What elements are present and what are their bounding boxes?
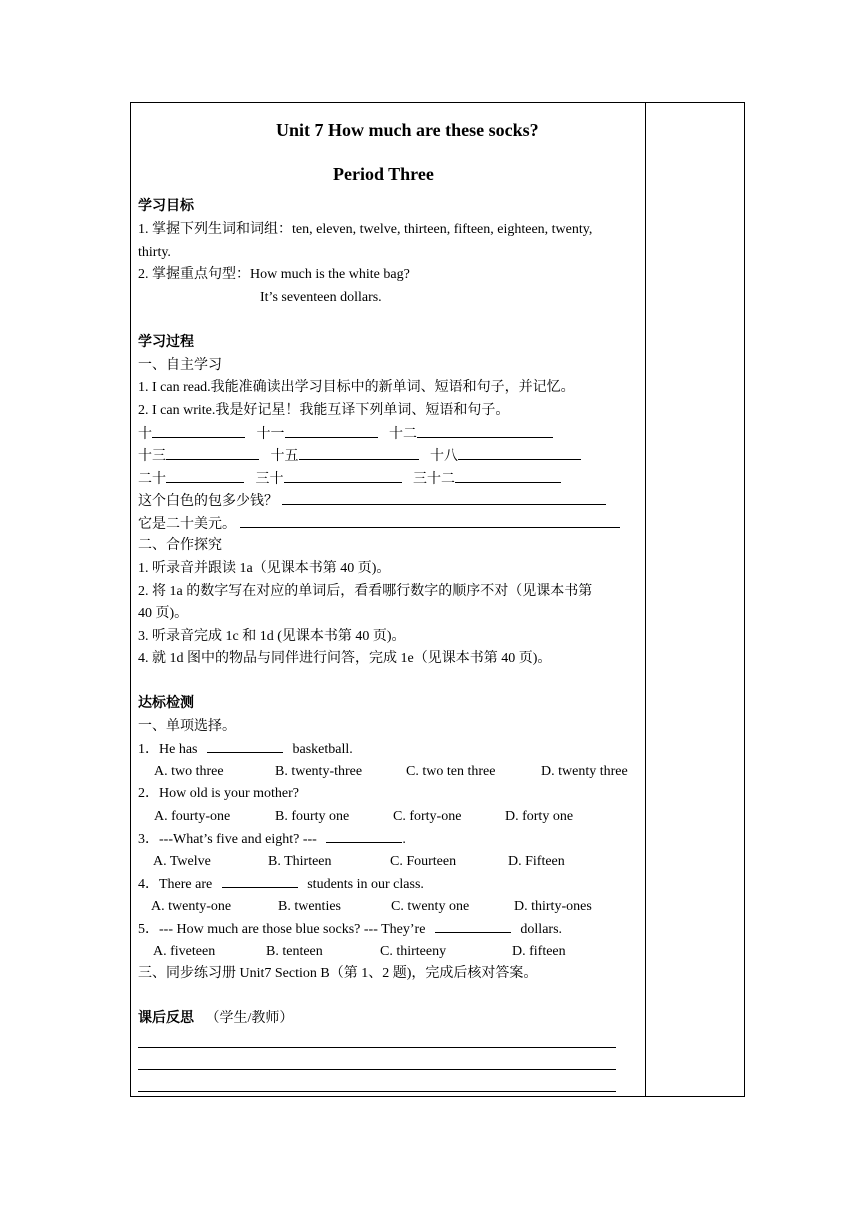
sentence-label: 这个白色的包多少钱？	[138, 494, 278, 509]
question-text: dollars.	[520, 922, 563, 937]
q4-option-a[interactable]: A. twenty-one	[151, 899, 232, 914]
q3-option-b[interactable]: B. Thirteen	[268, 854, 332, 869]
cooperation-item-2b: 40 页)。	[138, 606, 189, 621]
q5-option-c[interactable]: C. thirteeny	[380, 944, 447, 959]
translation-sentence-1	[138, 490, 606, 514]
reflection-heading: 课后反思	[138, 1011, 194, 1026]
q4-option-c[interactable]: C. twenty one	[391, 899, 470, 914]
q2-option-b[interactable]: B. fourty one	[275, 809, 350, 824]
answer-blank[interactable]	[240, 513, 620, 528]
q2-option-d[interactable]: D. forty one	[505, 809, 574, 824]
word-label: 二十	[138, 472, 166, 487]
cooperation-item-3: 3. 听录音完成 1c 和 1d (见课本书第 40 页)。	[138, 629, 406, 644]
translation-sentence-2	[138, 513, 620, 537]
word-label: 十八	[430, 449, 458, 464]
question-text: 1．He has	[138, 742, 198, 757]
reflection-answer-line[interactable]	[138, 1069, 616, 1070]
reflection-note: （学生/教师）	[205, 1011, 294, 1026]
section-self-study: 一、自主学习	[138, 358, 222, 373]
question-text: .	[402, 832, 406, 847]
q2-option-a[interactable]: A. fourty-one	[154, 809, 231, 824]
answer-blank[interactable]	[166, 468, 244, 483]
section-workbook: 三、同步练习册 Unit7 Section B（第 1、2 题)，完成后核对答案。	[138, 966, 538, 981]
goal-2-line-a: 2. 掌握重点句型：How much is the white bag?	[138, 267, 410, 282]
q2-option-c[interactable]: C. forty-one	[393, 809, 462, 824]
reflection-answer-line[interactable]	[138, 1091, 616, 1092]
q4-option-d[interactable]: D. thirty-ones	[514, 899, 592, 914]
q1-option-b[interactable]: B. twenty-three	[275, 764, 363, 779]
word-label: 三十二	[413, 472, 455, 487]
column-divider	[645, 103, 646, 1096]
answer-blank[interactable]	[152, 423, 245, 438]
self-study-item-1: 1. I can read.我能准确读出学习目标中的新单词、短语和句子，并记忆。	[138, 380, 575, 395]
answer-blank[interactable]	[435, 918, 511, 933]
q1-option-a[interactable]: A. two three	[154, 764, 224, 779]
section-cooperation: 二、合作探究	[138, 538, 222, 553]
page-subtitle: Period Three	[333, 164, 434, 184]
word-label: 十	[138, 427, 152, 442]
translation-row-2	[138, 445, 581, 469]
answer-blank[interactable]	[458, 445, 581, 460]
question-5	[138, 918, 562, 942]
answer-blank[interactable]	[285, 423, 378, 438]
question-1	[138, 738, 353, 762]
self-study-item-2: 2. I can write.我是好记星！我能互译下列单词、短语和句子。	[138, 403, 510, 418]
question-2: 2．How old is your mother?	[138, 786, 299, 801]
q5-option-a[interactable]: A. fiveteen	[153, 944, 216, 959]
question-text: 3．---What’s five and eight? ---	[138, 832, 317, 847]
answer-blank[interactable]	[222, 873, 298, 888]
page-title: Unit 7 How much are these socks?	[276, 120, 539, 140]
question-text: 5．--- How much are those blue socks? --- They’re	[138, 922, 426, 937]
process-heading: 学习过程	[138, 335, 194, 350]
answer-blank[interactable]	[326, 828, 402, 843]
q4-option-b[interactable]: B. twenties	[278, 899, 341, 914]
goals-heading: 学习目标	[138, 199, 194, 214]
reflection-line	[138, 1008, 293, 1031]
goal-1-line-a: 1. 掌握下列生词和词组：ten, eleven, twelve, thirteen, fifteen, eighteen, twenty,	[138, 222, 593, 237]
word-label: 十三	[138, 449, 166, 464]
cooperation-item-2a: 2. 将 1a 的数字写在对应的单词后，看看哪行数字的顺序不对（见课本书第	[138, 584, 593, 599]
word-label: 十二	[389, 427, 417, 442]
answer-blank[interactable]	[284, 468, 402, 483]
question-3	[138, 828, 406, 852]
answer-blank[interactable]	[207, 738, 283, 753]
word-label: 三十	[255, 472, 284, 487]
section-single-choice: 一、单项选择。	[138, 719, 236, 734]
word-label: 十五	[270, 449, 299, 464]
q1-option-c[interactable]: C. two ten three	[406, 764, 496, 779]
answer-blank[interactable]	[282, 490, 606, 505]
goal-1-line-b: thirty.	[138, 245, 171, 260]
answer-blank[interactable]	[417, 423, 553, 438]
q5-option-d[interactable]: D. fifteen	[512, 944, 566, 959]
question-text: basketball.	[292, 742, 353, 757]
translation-row-3	[138, 468, 561, 492]
worksheet-table	[130, 102, 745, 1097]
question-text: students in our class.	[307, 877, 424, 892]
q5-option-b[interactable]: B. tenteen	[266, 944, 323, 959]
answer-blank[interactable]	[166, 445, 259, 460]
q3-option-d[interactable]: D. Fifteen	[508, 854, 565, 869]
question-4	[138, 873, 424, 897]
cooperation-item-4: 4. 就 1d 图中的物品与同伴进行问答，完成 1e（见课本书第 40 页)。	[138, 651, 552, 666]
sentence-label: 它是二十美元。	[138, 517, 236, 532]
word-label: 十一	[256, 427, 285, 442]
goal-2-line-b: It’s seventeen dollars.	[260, 290, 382, 305]
test-heading: 达标检测	[138, 696, 194, 711]
answer-blank[interactable]	[455, 468, 561, 483]
q3-option-a[interactable]: A. Twelve	[153, 854, 211, 869]
cooperation-item-1: 1. 听录音并跟读 1a（见课本书第 40 页)。	[138, 561, 391, 576]
reflection-answer-line[interactable]	[138, 1047, 616, 1048]
q1-option-d[interactable]: D. twenty three	[541, 764, 628, 779]
translation-row-1	[138, 423, 553, 447]
question-text: 4．There are	[138, 877, 213, 892]
answer-blank[interactable]	[299, 445, 419, 460]
q3-option-c[interactable]: C. Fourteen	[390, 854, 457, 869]
